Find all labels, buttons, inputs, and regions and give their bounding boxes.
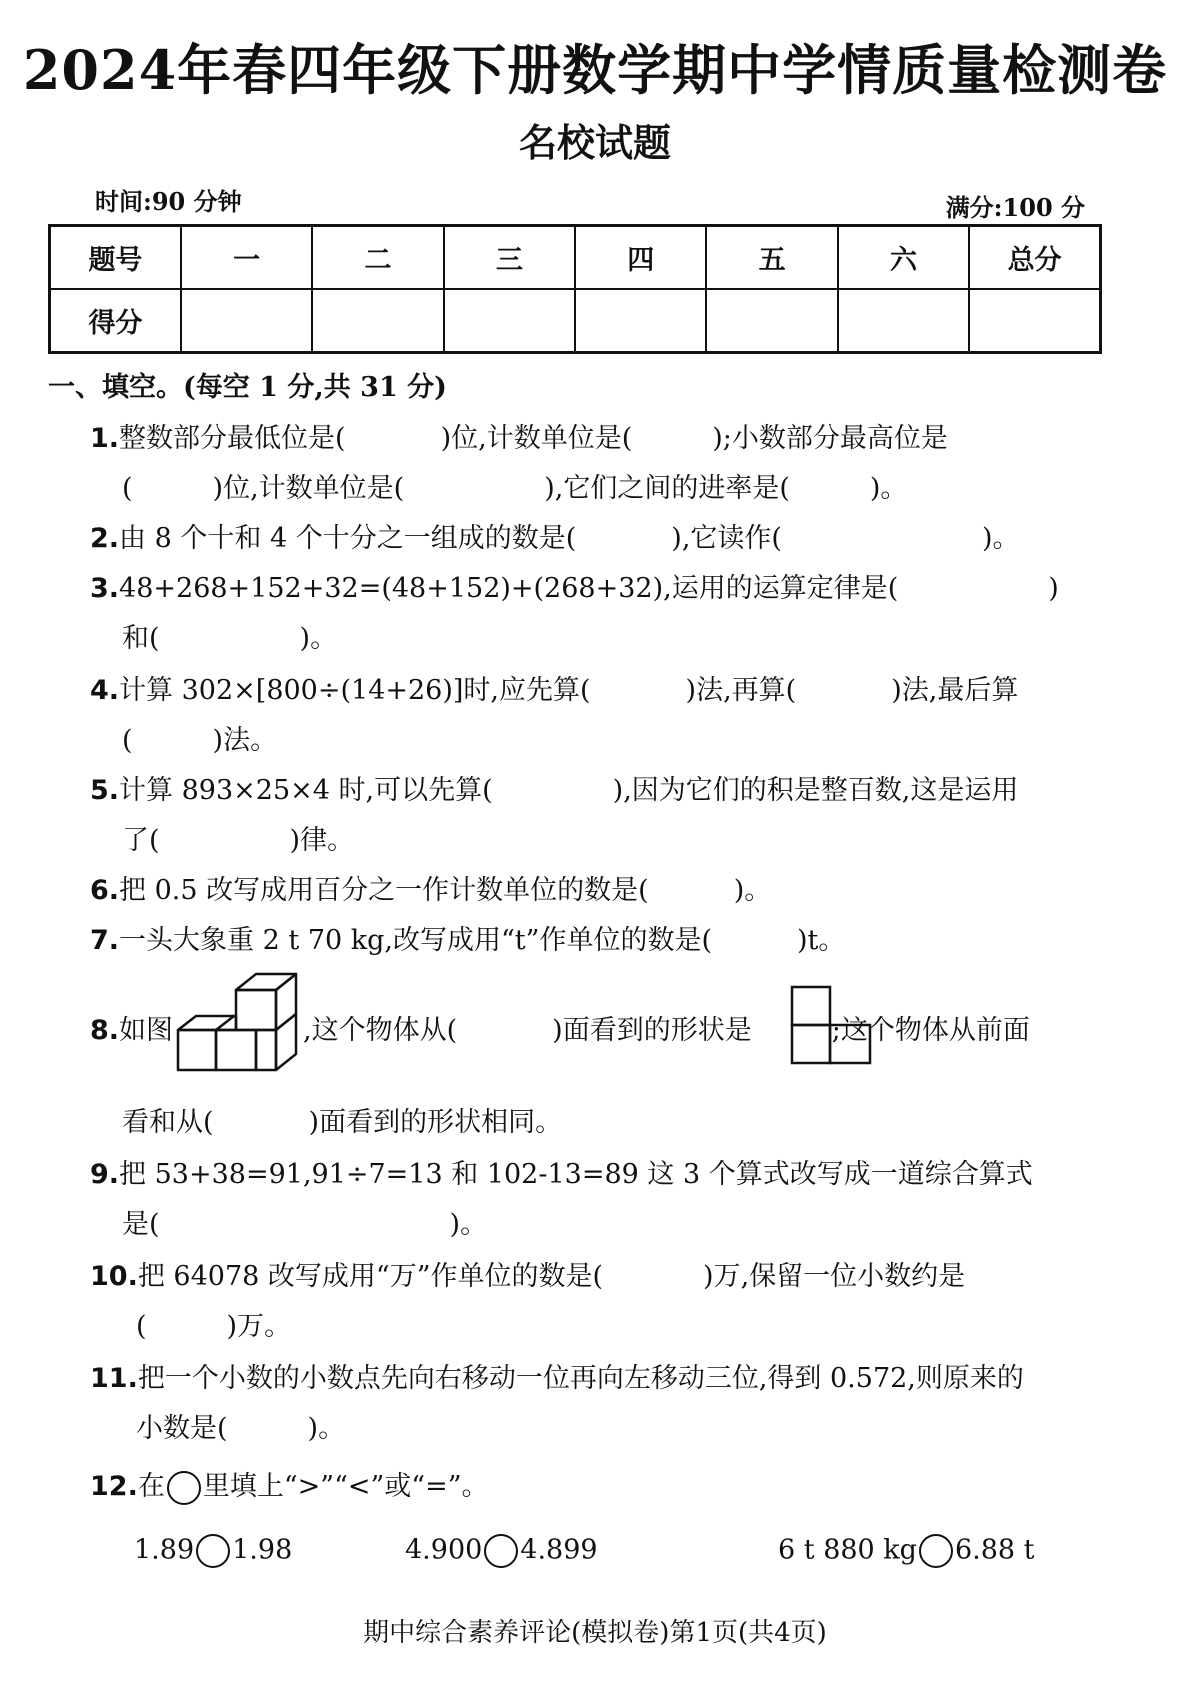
question-number: 11. bbox=[90, 1363, 138, 1394]
comparison-circle-icon bbox=[167, 1471, 201, 1505]
comparison-item-3: 6 t 880 kg 6.88 t bbox=[778, 1534, 1035, 1568]
question-number: 6. bbox=[90, 875, 120, 906]
table-cell: 五 bbox=[706, 226, 837, 290]
question-1-line-1: 1.整数部分最低位是( )位,计数单位是( );小数部分最高位是 bbox=[90, 423, 948, 454]
page-subtitle: 名校试题 bbox=[518, 120, 671, 165]
score-cell[interactable] bbox=[969, 289, 1100, 353]
question-8-line-1: 8.如图 ,这个物体从( )面看到的形状是 ;这个物体从前面 bbox=[90, 1015, 1030, 1046]
table-cell: 总分 bbox=[969, 226, 1100, 290]
question-10-line-2: ( )万。 bbox=[136, 1311, 292, 1342]
score-table-score-row bbox=[50, 289, 1101, 353]
cube-stack-figure bbox=[176, 970, 298, 1082]
full-score: 满分:100 分 bbox=[945, 193, 1085, 222]
question-9-line-1: 9.把 53+38=91,91÷7=13 和 102-13=89 这 3 个算式改写成一道综合算式 bbox=[90, 1159, 1033, 1190]
question-number: 9. bbox=[90, 1159, 120, 1190]
question-9-line-2: 是( )。 bbox=[122, 1209, 488, 1240]
table-cell: 得分 bbox=[50, 289, 181, 353]
table-cell: 六 bbox=[838, 226, 969, 290]
question-2: 2.由 8 个十和 4 个十分之一组成的数是( ),它读作( )。 bbox=[90, 523, 1020, 554]
question-3-line-1: 3.48+268+152+32=(48+152)+(268+32),运用的运算定律是( ) bbox=[90, 573, 1059, 604]
view-shape-figure bbox=[790, 985, 874, 1067]
comparison-item-1: 1.89 1.98 bbox=[134, 1534, 292, 1568]
question-number: 1. bbox=[90, 423, 120, 454]
question-number: 12. bbox=[90, 1471, 138, 1502]
question-11-line-2: 小数是( )。 bbox=[136, 1413, 346, 1444]
page-footer: 期中综合素养评论(模拟卷)第1页(共4页) bbox=[363, 1618, 827, 1648]
table-cell: 题号 bbox=[50, 226, 181, 290]
question-12: 12.在 里填上“>”“<”或“=”。 bbox=[90, 1464, 489, 1505]
score-cell[interactable] bbox=[838, 289, 969, 353]
comparison-circle-input[interactable] bbox=[196, 1534, 230, 1568]
score-cell[interactable] bbox=[706, 289, 837, 353]
question-10-line-1: 10.把 64078 改写成用“万”作单位的数是( )万,保留一位小数约是 bbox=[90, 1261, 966, 1292]
comparison-circle-input[interactable] bbox=[919, 1534, 953, 1568]
question-number: 10. bbox=[90, 1261, 138, 1292]
page-title: 2024年春四年级下册数学期中学情质量检测卷 bbox=[22, 38, 1168, 102]
question-8-line-2: 看和从( )面看到的形状相同。 bbox=[122, 1107, 563, 1138]
question-number: 8. bbox=[90, 1015, 120, 1046]
question-7: 7.一头大象重 2 t 70 kg,改写成用“t”作单位的数是( )t。 bbox=[90, 925, 846, 956]
question-4-line-2: ( )法。 bbox=[122, 725, 278, 756]
question-6: 6.把 0.5 改写成用百分之一作计数单位的数是( )。 bbox=[90, 875, 772, 906]
question-5-line-1: 5.计算 893×25×4 时,可以先算( ),因为它们的积是整百数,这是运用 bbox=[90, 775, 1019, 806]
table-cell: 四 bbox=[575, 226, 706, 290]
score-cell[interactable] bbox=[575, 289, 706, 353]
table-cell: 三 bbox=[444, 226, 575, 290]
question-1-line-2: ( )位,计数单位是( ),它们之间的进率是( )。 bbox=[122, 473, 908, 504]
score-cell[interactable] bbox=[312, 289, 443, 353]
comparison-circle-input[interactable] bbox=[484, 1534, 518, 1568]
score-cell[interactable] bbox=[181, 289, 312, 353]
score-table-header-row bbox=[50, 226, 1101, 290]
question-number: 7. bbox=[90, 925, 120, 956]
question-number: 2. bbox=[90, 523, 120, 554]
question-number: 4. bbox=[90, 675, 120, 706]
question-11-line-1: 11.把一个小数的小数点先向右移动一位再向左移动三位,得到 0.572,则原来的 bbox=[90, 1363, 1024, 1394]
comparison-item-2: 4.900 4.899 bbox=[405, 1534, 598, 1568]
question-number: 5. bbox=[90, 775, 120, 806]
time-limit: 时间:90 分钟 bbox=[95, 187, 242, 216]
question-number: 3. bbox=[90, 573, 120, 604]
table-cell: 一 bbox=[181, 226, 312, 290]
question-5-line-2: 了( )律。 bbox=[122, 825, 355, 856]
question-3-line-2: 和( )。 bbox=[122, 623, 338, 654]
section-heading: 一、填空。(每空 1 分,共 31 分) bbox=[48, 372, 447, 403]
table-cell: 二 bbox=[312, 226, 443, 290]
question-4-line-1: 4.计算 302×[800÷(14+26)]时,应先算( )法,再算( )法,最后算 bbox=[90, 675, 1019, 706]
score-cell[interactable] bbox=[444, 289, 575, 353]
score-table bbox=[48, 224, 1102, 354]
